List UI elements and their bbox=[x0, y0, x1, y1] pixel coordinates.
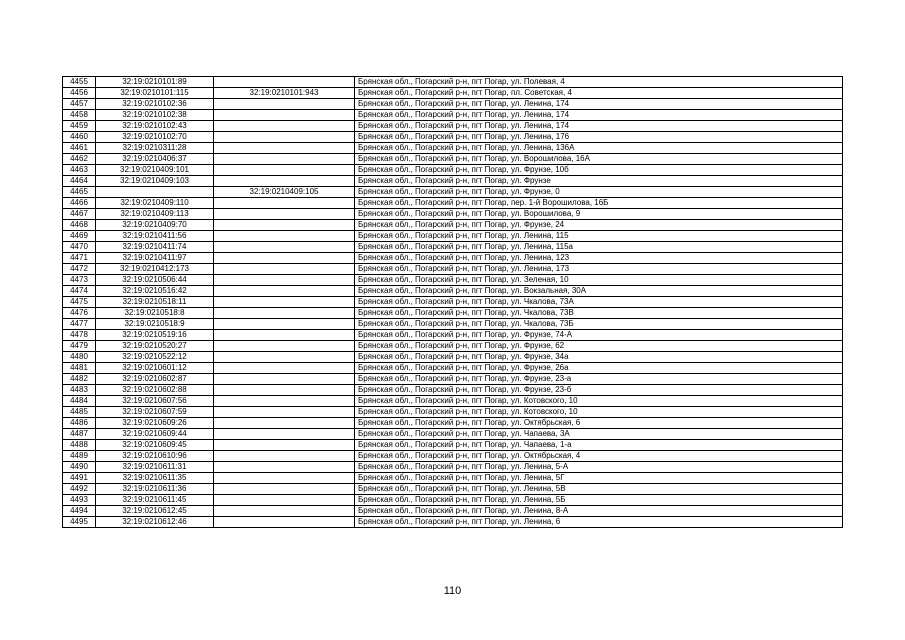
row-number: 4470 bbox=[63, 242, 96, 253]
cadastral-number: 32:19:0210406:37 bbox=[96, 154, 214, 165]
table-row bbox=[63, 275, 843, 286]
address: Брянская обл., Погарский р-н, пгт Погар, ул. Ленина, 5Г bbox=[355, 473, 843, 484]
row-number: 4472 bbox=[63, 264, 96, 275]
table-row bbox=[63, 385, 843, 396]
address: Брянская обл., Погарский р-н, пгт Погар, ул. Полевая, 4 bbox=[355, 77, 843, 88]
cadastral-number bbox=[96, 187, 214, 198]
row-number: 4455 bbox=[63, 77, 96, 88]
cadastral-number: 32:19:0210409:70 bbox=[96, 220, 214, 231]
row-number: 4475 bbox=[63, 297, 96, 308]
address: Брянская обл., Погарский р-н, пгт Погар, ул. Чкалова, 73А bbox=[355, 297, 843, 308]
related-cadastral-number bbox=[214, 110, 355, 121]
row-number: 4461 bbox=[63, 143, 96, 154]
cadastral-number: 32:19:0210612:45 bbox=[96, 506, 214, 517]
cadastral-number: 32:19:0210611:31 bbox=[96, 462, 214, 473]
table-row bbox=[63, 330, 843, 341]
address: Брянская обл., Погарский р-н, пгт Погар, ул. Ворошилова, 16А bbox=[355, 154, 843, 165]
related-cadastral-number bbox=[214, 473, 355, 484]
cadastral-number: 32:19:0210102:70 bbox=[96, 132, 214, 143]
row-number: 4492 bbox=[63, 484, 96, 495]
row-number: 4463 bbox=[63, 165, 96, 176]
cadastral-number: 32:19:0210102:36 bbox=[96, 99, 214, 110]
related-cadastral-number bbox=[214, 385, 355, 396]
table-row bbox=[63, 132, 843, 143]
related-cadastral-number bbox=[214, 242, 355, 253]
row-number: 4485 bbox=[63, 407, 96, 418]
row-number: 4466 bbox=[63, 198, 96, 209]
related-cadastral-number bbox=[214, 132, 355, 143]
table-row bbox=[63, 440, 843, 451]
cadastral-number: 32:19:0210520:27 bbox=[96, 341, 214, 352]
row-number: 4457 bbox=[63, 99, 96, 110]
address: Брянская обл., Погарский р-н, пгт Погар, пл. Советская, 4 bbox=[355, 88, 843, 99]
cadastral-number: 32:19:0210522:12 bbox=[96, 352, 214, 363]
related-cadastral-number bbox=[214, 341, 355, 352]
related-cadastral-number bbox=[214, 330, 355, 341]
table-row bbox=[63, 154, 843, 165]
row-number: 4476 bbox=[63, 308, 96, 319]
related-cadastral-number bbox=[214, 363, 355, 374]
row-number: 4495 bbox=[63, 517, 96, 528]
cadastral-number: 32:19:0210412:173 bbox=[96, 264, 214, 275]
row-number: 4465 bbox=[63, 187, 96, 198]
cadastral-number: 32:19:0210602:88 bbox=[96, 385, 214, 396]
cadastral-number: 32:19:0210411:56 bbox=[96, 231, 214, 242]
related-cadastral-number bbox=[214, 209, 355, 220]
table-row bbox=[63, 110, 843, 121]
related-cadastral-number bbox=[214, 319, 355, 330]
address: Брянская обл., Погарский р-н, пгт Погар, ул. Фрунзе, 10б bbox=[355, 165, 843, 176]
cadastral-number: 32:19:0210102:43 bbox=[96, 121, 214, 132]
row-number: 4456 bbox=[63, 88, 96, 99]
row-number: 4468 bbox=[63, 220, 96, 231]
table-row bbox=[63, 209, 843, 220]
table-body bbox=[63, 77, 843, 528]
related-cadastral-number bbox=[214, 297, 355, 308]
cadastral-number: 32:19:0210411:74 bbox=[96, 242, 214, 253]
row-number: 4462 bbox=[63, 154, 96, 165]
related-cadastral-number bbox=[214, 495, 355, 506]
row-number: 4464 bbox=[63, 176, 96, 187]
row-number: 4491 bbox=[63, 473, 96, 484]
table-row bbox=[63, 286, 843, 297]
row-number: 4473 bbox=[63, 275, 96, 286]
table-row bbox=[63, 341, 843, 352]
table-row bbox=[63, 418, 843, 429]
row-number: 4483 bbox=[63, 385, 96, 396]
address: Брянская обл., Погарский р-н, пгт Погар, ул. Ленина, 6 bbox=[355, 517, 843, 528]
cadastral-number: 32:19:0210609:45 bbox=[96, 440, 214, 451]
related-cadastral-number bbox=[214, 143, 355, 154]
address: Брянская обл., Погарский р-н, пгт Погар, ул. Вокзальная, 30А bbox=[355, 286, 843, 297]
address: Брянская обл., Погарский р-н, пгт Погар, ул. Котовского, 10 bbox=[355, 396, 843, 407]
address: Брянская обл., Погарский р-н, пгт Погар, ул. Октябрьская, 6 bbox=[355, 418, 843, 429]
cadastral-number: 32:19:0210102:38 bbox=[96, 110, 214, 121]
table-row bbox=[63, 220, 843, 231]
related-cadastral-number bbox=[214, 154, 355, 165]
cadastral-number: 32:19:0210518:9 bbox=[96, 319, 214, 330]
cadastral-number: 32:19:0210611:35 bbox=[96, 473, 214, 484]
address: Брянская обл., Погарский р-н, пгт Погар, ул. Октябрьская, 4 bbox=[355, 451, 843, 462]
table-row bbox=[63, 517, 843, 528]
related-cadastral-number bbox=[214, 462, 355, 473]
related-cadastral-number bbox=[214, 253, 355, 264]
cadastral-number: 32:19:0210409:101 bbox=[96, 165, 214, 176]
address: Брянская обл., Погарский р-н, пгт Погар, ул. Зеленая, 10 bbox=[355, 275, 843, 286]
address: Брянская обл., Погарский р-н, пгт Погар, ул. Ворошилова, 9 bbox=[355, 209, 843, 220]
row-number: 4482 bbox=[63, 374, 96, 385]
related-cadastral-number bbox=[214, 121, 355, 132]
cadastral-number: 32:19:0210519:16 bbox=[96, 330, 214, 341]
table-row bbox=[63, 143, 843, 154]
related-cadastral-number bbox=[214, 220, 355, 231]
page-number: 110 bbox=[443, 585, 462, 597]
cadastral-number: 32:19:0210601:12 bbox=[96, 363, 214, 374]
table-row bbox=[63, 121, 843, 132]
related-cadastral-number bbox=[214, 418, 355, 429]
table-row bbox=[63, 231, 843, 242]
table-row bbox=[63, 165, 843, 176]
cadastral-number: 32:19:0210607:59 bbox=[96, 407, 214, 418]
related-cadastral-number bbox=[214, 517, 355, 528]
cadastral-number: 32:19:0210516:42 bbox=[96, 286, 214, 297]
address: Брянская обл., Погарский р-н, пгт Погар, ул. Фрунзе, 23-б bbox=[355, 385, 843, 396]
table-row bbox=[63, 506, 843, 517]
row-number: 4477 bbox=[63, 319, 96, 330]
table-row bbox=[63, 363, 843, 374]
row-number: 4458 bbox=[63, 110, 96, 121]
cadastral-number: 32:19:0210409:103 bbox=[96, 176, 214, 187]
related-cadastral-number bbox=[214, 484, 355, 495]
table-row bbox=[63, 88, 843, 99]
address: Брянская обл., Погарский р-н, пгт Погар, ул. Ленина, 115 bbox=[355, 231, 843, 242]
cadastral-number: 32:19:0210101:89 bbox=[96, 77, 214, 88]
address: Брянская обл., Погарский р-н, пгт Погар, ул. Фрунзе, 26а bbox=[355, 363, 843, 374]
related-cadastral-number bbox=[214, 198, 355, 209]
row-number: 4480 bbox=[63, 352, 96, 363]
related-cadastral-number: 32:19:0210101:943 bbox=[214, 88, 355, 99]
table-row bbox=[63, 319, 843, 330]
address: Брянская обл., Погарский р-н, пгт Погар, ул. Ленина, 8-А bbox=[355, 506, 843, 517]
address: Брянская обл., Погарский р-н, пгт Погар, ул. Котовского, 10 bbox=[355, 407, 843, 418]
related-cadastral-number bbox=[214, 429, 355, 440]
table-row bbox=[63, 176, 843, 187]
cadastral-number: 32:19:0210609:44 bbox=[96, 429, 214, 440]
address: Брянская обл., Погарский р-н, пгт Погар, ул. Фрунзе, 24 bbox=[355, 220, 843, 231]
cadastral-number: 32:19:0210612:46 bbox=[96, 517, 214, 528]
related-cadastral-number bbox=[214, 407, 355, 418]
cadastral-number: 32:19:0210607:56 bbox=[96, 396, 214, 407]
table-row bbox=[63, 308, 843, 319]
row-number: 4493 bbox=[63, 495, 96, 506]
address: Брянская обл., Погарский р-н, пгт Погар, ул. Ленина, 174 bbox=[355, 121, 843, 132]
table-row bbox=[63, 374, 843, 385]
related-cadastral-number bbox=[214, 231, 355, 242]
table-row bbox=[63, 99, 843, 110]
address: Брянская обл., Погарский р-н, пгт Погар, ул. Фрунзе, 23-а bbox=[355, 374, 843, 385]
related-cadastral-number bbox=[214, 506, 355, 517]
row-number: 4471 bbox=[63, 253, 96, 264]
cadastral-number: 32:19:0210411:97 bbox=[96, 253, 214, 264]
table-row bbox=[63, 187, 843, 198]
cadastral-number: 32:19:0210409:113 bbox=[96, 209, 214, 220]
cadastral-number: 32:19:0210611:36 bbox=[96, 484, 214, 495]
row-number: 4481 bbox=[63, 363, 96, 374]
row-number: 4490 bbox=[63, 462, 96, 473]
table-row bbox=[63, 462, 843, 473]
row-number: 4494 bbox=[63, 506, 96, 517]
row-number: 4489 bbox=[63, 451, 96, 462]
table-row bbox=[63, 429, 843, 440]
address: Брянская обл., Погарский р-н, пгт Погар, ул. Ленина, 5-А bbox=[355, 462, 843, 473]
address: Брянская обл., Погарский р-н, пгт Погар, ул. Ленина, 123 bbox=[355, 253, 843, 264]
related-cadastral-number bbox=[214, 165, 355, 176]
cadastral-number: 32:19:0210611:45 bbox=[96, 495, 214, 506]
row-number: 4486 bbox=[63, 418, 96, 429]
row-number: 4479 bbox=[63, 341, 96, 352]
address: Брянская обл., Погарский р-н, пгт Погар, ул. Фрунзе, 62 bbox=[355, 341, 843, 352]
address: Брянская обл., Погарский р-н, пгт Погар, ул. Ленина, 5В bbox=[355, 484, 843, 495]
table-row bbox=[63, 473, 843, 484]
row-number: 4484 bbox=[63, 396, 96, 407]
cadastral-number: 32:19:0210602:87 bbox=[96, 374, 214, 385]
table-row bbox=[63, 297, 843, 308]
related-cadastral-number bbox=[214, 308, 355, 319]
address: Брянская обл., Погарский р-н, пгт Погар, ул. Фрунзе, 34а bbox=[355, 352, 843, 363]
cadastral-number: 32:19:0210409:110 bbox=[96, 198, 214, 209]
address: Брянская обл., Погарский р-н, пгт Погар, ул. Чкалова, 73Б bbox=[355, 319, 843, 330]
table-row bbox=[63, 495, 843, 506]
row-number: 4478 bbox=[63, 330, 96, 341]
address: Брянская обл., Погарский р-н, пгт Погар, ул. Ленина, 176 bbox=[355, 132, 843, 143]
table-row bbox=[63, 407, 843, 418]
row-number: 4487 bbox=[63, 429, 96, 440]
address: Брянская обл., Погарский р-н, пгт Погар, ул. Ленина, 136А bbox=[355, 143, 843, 154]
cadastral-number: 32:19:0210506:44 bbox=[96, 275, 214, 286]
related-cadastral-number bbox=[214, 264, 355, 275]
cadastral-number: 32:19:0210518:11 bbox=[96, 297, 214, 308]
related-cadastral-number bbox=[214, 352, 355, 363]
table-row bbox=[63, 352, 843, 363]
address: Брянская обл., Погарский р-н, пгт Погар, ул. Чапаева, 1-а bbox=[355, 440, 843, 451]
related-cadastral-number bbox=[214, 440, 355, 451]
table-row bbox=[63, 198, 843, 209]
address: Брянская обл., Погарский р-н, пгт Погар, ул. Фрунзе, 0 bbox=[355, 187, 843, 198]
address: Брянская обл., Погарский р-н, пгт Погар, ул. Ленина, 174 bbox=[355, 99, 843, 110]
address: Брянская обл., Погарский р-н, пгт Погар, ул. Ленина, 174 bbox=[355, 110, 843, 121]
address: Брянская обл., Погарский р-н, пгт Погар, пер. 1-й Ворошилова, 16Б bbox=[355, 198, 843, 209]
address: Брянская обл., Погарский р-н, пгт Погар, ул. Ленина, 173 bbox=[355, 264, 843, 275]
row-number: 4488 bbox=[63, 440, 96, 451]
related-cadastral-number bbox=[214, 77, 355, 88]
table-row bbox=[63, 396, 843, 407]
related-cadastral-number bbox=[214, 275, 355, 286]
table-row bbox=[63, 484, 843, 495]
cadastral-number: 32:19:0210101:115 bbox=[96, 88, 214, 99]
row-number: 4469 bbox=[63, 231, 96, 242]
address: Брянская обл., Погарский р-н, пгт Погар, ул. Ленина, 5Б bbox=[355, 495, 843, 506]
address: Брянская обл., Погарский р-н, пгт Погар, ул. Чкалова, 73В bbox=[355, 308, 843, 319]
row-number: 4474 bbox=[63, 286, 96, 297]
row-number: 4459 bbox=[63, 121, 96, 132]
table-row bbox=[63, 264, 843, 275]
cadastral-number: 32:19:0210610:96 bbox=[96, 451, 214, 462]
related-cadastral-number bbox=[214, 99, 355, 110]
related-cadastral-number bbox=[214, 396, 355, 407]
table-row bbox=[63, 77, 843, 88]
cadastral-number: 32:19:0210609:26 bbox=[96, 418, 214, 429]
address: Брянская обл., Погарский р-н, пгт Погар, ул. Ленина, 115а bbox=[355, 242, 843, 253]
address: Брянская обл., Погарский р-н, пгт Погар, ул. Фрунзе bbox=[355, 176, 843, 187]
row-number: 4460 bbox=[63, 132, 96, 143]
table-row bbox=[63, 451, 843, 462]
property-registry-table bbox=[62, 76, 843, 528]
cadastral-number: 32:19:0210518:8 bbox=[96, 308, 214, 319]
related-cadastral-number bbox=[214, 374, 355, 385]
related-cadastral-number bbox=[214, 176, 355, 187]
related-cadastral-number bbox=[214, 451, 355, 462]
related-cadastral-number: 32:19:0210409:105 bbox=[214, 187, 355, 198]
table-row bbox=[63, 253, 843, 264]
related-cadastral-number bbox=[214, 286, 355, 297]
table-row bbox=[63, 242, 843, 253]
address: Брянская обл., Погарский р-н, пгт Погар, ул. Фрунзе, 74-А bbox=[355, 330, 843, 341]
address: Брянская обл., Погарский р-н, пгт Погар, ул. Чапаева, 3А bbox=[355, 429, 843, 440]
row-number: 4467 bbox=[63, 209, 96, 220]
cadastral-number: 32:19:0210311:28 bbox=[96, 143, 214, 154]
